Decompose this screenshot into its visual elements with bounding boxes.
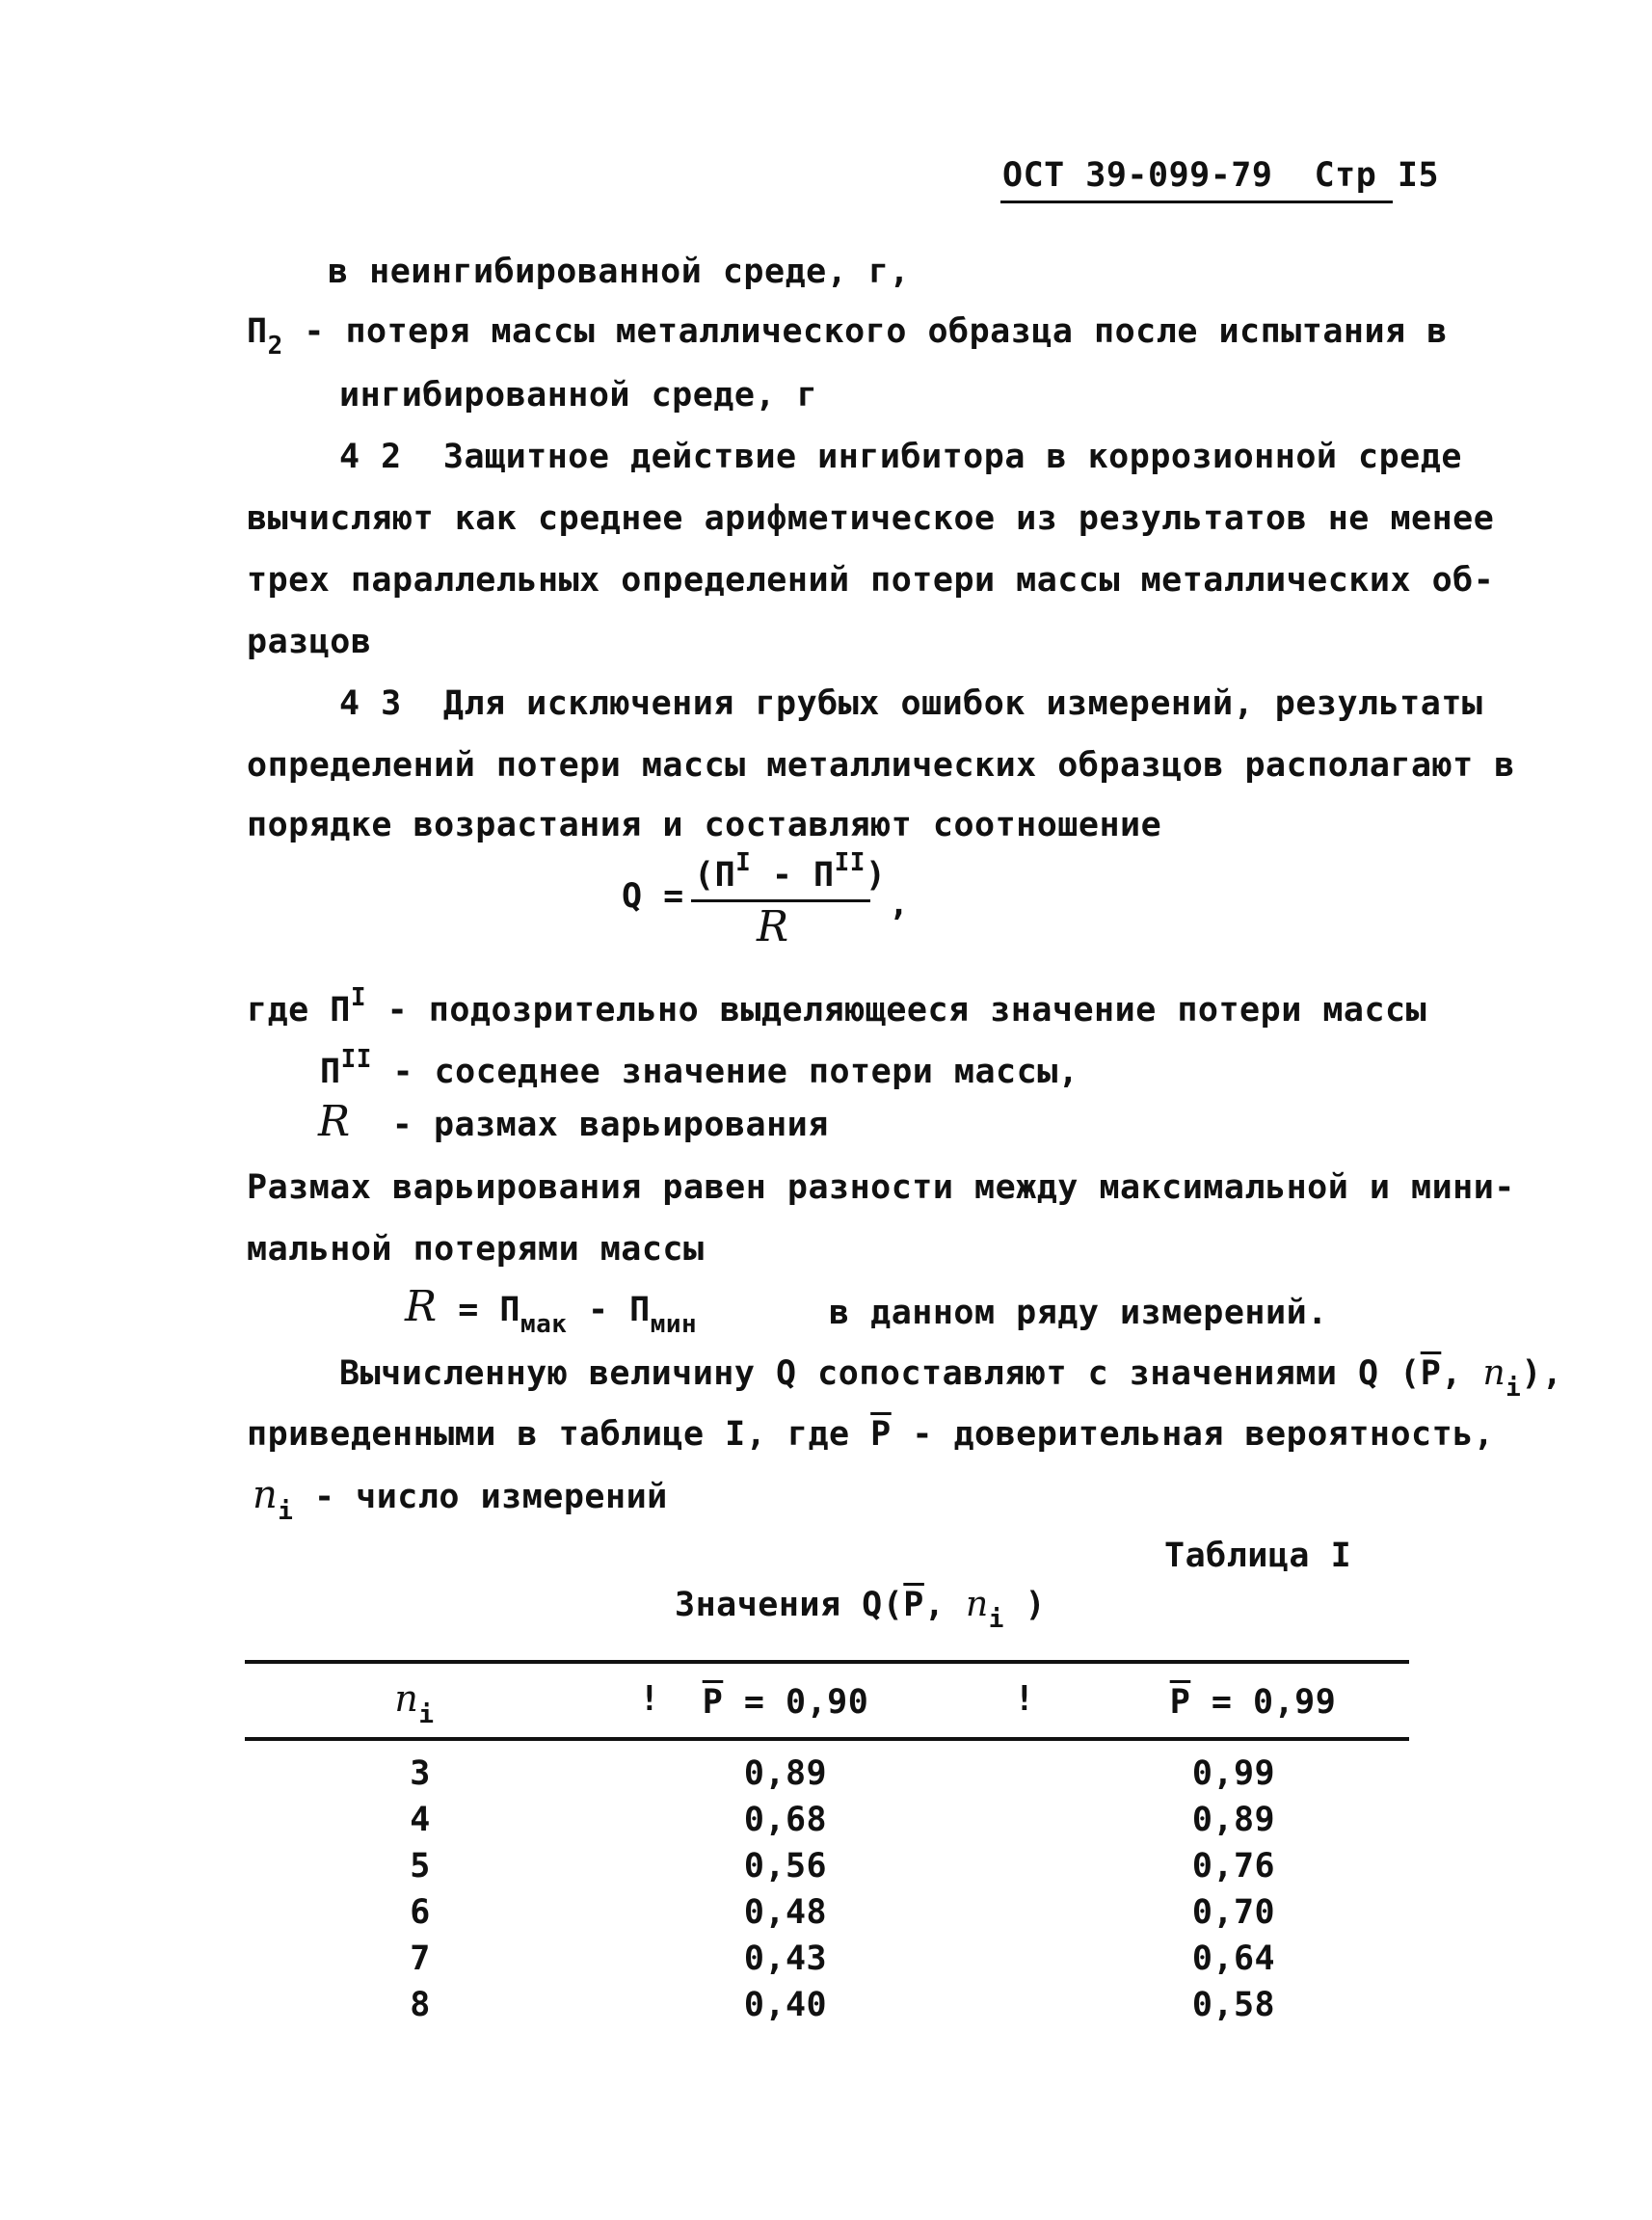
table-header-rule <box>245 1737 1409 1741</box>
table-header-n: $n_i$ <box>394 1677 435 1729</box>
section-number: 4 3 <box>339 684 402 723</box>
text-line: в неингибированной среде, г, <box>328 253 911 291</box>
table-header-p090: $\overline{P} = 0,90$ <box>702 1683 869 1722</box>
text-line: Вычисленную величину Q сопоставляют с значениями Q ($\overline{P}$, $n_i$), <box>339 1353 1563 1403</box>
cell-p090: 0,56 <box>743 1847 828 1886</box>
table-top-rule <box>245 1660 1409 1664</box>
doc-code: ОСТ 39-099-79 <box>1002 156 1273 195</box>
formula-note: в данном ряду измерений. <box>829 1294 1328 1332</box>
definition-r: R - размах варьирования <box>318 1097 829 1146</box>
cell-p099: 0,89 <box>1191 1801 1276 1839</box>
cell-p099: 0,99 <box>1191 1754 1276 1793</box>
text-line: $n_i$ - число измерений <box>253 1473 668 1526</box>
cell-p090: 0,89 <box>743 1754 828 1793</box>
cell-n: 6 <box>410 1893 431 1932</box>
cell-p099: 0,58 <box>1191 1986 1276 2024</box>
cell-n: 3 <box>410 1754 431 1793</box>
section-4-3-line: 4 3 Для исключения грубых ошибок измерений, результаты <box>339 684 1483 723</box>
cell-p090: 0,68 <box>743 1801 828 1839</box>
column-separator: ! <box>639 1679 661 1719</box>
text-line: определений потери массы металлических образцов располагают в <box>247 746 1515 785</box>
cell-p090: 0,48 <box>743 1893 828 1932</box>
page-number: Стр I5 <box>1314 156 1440 195</box>
text-line: порядке возрастания и составляют соотношение <box>247 806 1162 844</box>
cell-p099: 0,64 <box>1191 1939 1276 1978</box>
header-underline <box>1000 201 1393 203</box>
formula-comma: , <box>889 885 910 923</box>
cell-n: 7 <box>410 1939 431 1978</box>
text-line: Размах варьирования равен разности между максимальной и мини- <box>247 1168 1515 1207</box>
text-line: мальной потерями массы <box>247 1230 705 1269</box>
definition-p2: $П^{II}$ - соседнее значение потери массы, <box>320 1045 1079 1091</box>
text-line: ингибированной среде, г <box>339 376 818 415</box>
definition-p1: где $П^I$ - подозрительно выделяющееся значение потери массы <box>247 983 1427 1030</box>
column-separator: ! <box>1014 1679 1036 1719</box>
table-header-p099: $\overline{P} = 0,99$ <box>1169 1683 1337 1722</box>
text-line: трех параллельных определений потери массы металлических об- <box>247 561 1495 600</box>
formula-numerator: $(П^I - П^{II})$ <box>694 848 887 895</box>
text-line: разцов <box>247 623 372 661</box>
text-line: приведенными в таблице I, где $\overline{P}$ - доверительная вероятность, <box>247 1415 1495 1454</box>
cell-p099: 0,76 <box>1191 1847 1276 1886</box>
cell-n: 4 <box>410 1801 431 1839</box>
formula-denominator: R <box>757 902 789 951</box>
page-header <box>1002 156 1439 195</box>
cell-p099: 0,70 <box>1191 1893 1276 1932</box>
section-number: 4 2 <box>339 438 402 476</box>
cell-p090: 0,40 <box>743 1986 828 2024</box>
symbol-p2: $П_2$ <box>247 312 283 361</box>
section-4-2-line: 4 2 Защитное действие ингибитора в коррозионной среде <box>339 438 1462 476</box>
text-line: вычисляют как среднее арифметическое из результатов не менее <box>247 499 1495 538</box>
text-line: $П_2$ - потеря массы металлического образца после испытания в <box>247 312 1448 361</box>
formula-q <box>622 877 684 916</box>
cell-n: 8 <box>410 1986 431 2024</box>
cell-p090: 0,43 <box>743 1939 828 1978</box>
cell-n: 5 <box>410 1847 431 1886</box>
table-label: Таблица I <box>1164 1537 1352 1575</box>
formula-range: $R = П_{мак} - П_{мин}$ <box>405 1282 698 1339</box>
formula-lhs: Q = <box>622 877 684 916</box>
table-title: Значения $Q(\overline{P}$, $n_i$ ) <box>675 1585 1047 1634</box>
